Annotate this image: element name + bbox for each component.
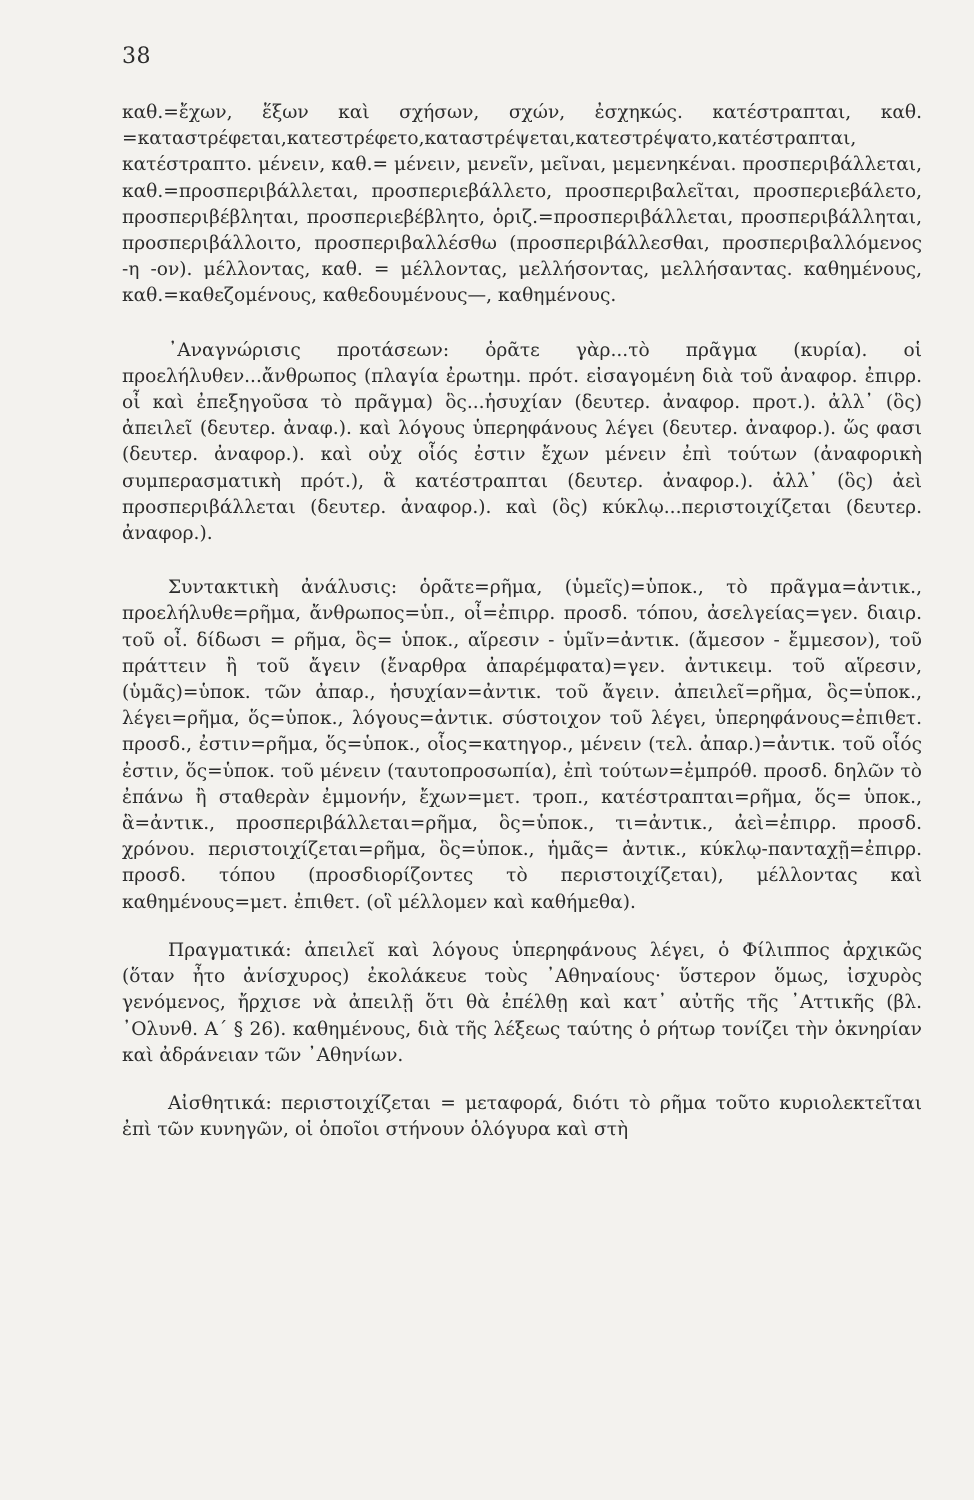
paragraph-clause-recognition: ᾿Αναγνώρισις προτάσεων: ὁρᾶτε γὰρ...τὸ πρᾶγμα (κυρία). οἱ προελήλυθεν...ἄνθρωπος (πλαγία ἐρωτημ. πρότ. εἰσαγομένη διὰ τοῦ ἀναφορ. ἐπιρρ. οἶ καὶ ἐπεξηγοῦσα τὸ πρᾶγμα) ὃς...ἡσυχίαν (δευτερ. ἀναφορ. προτ.). ἀλλ᾿ (ὃς) ἀπειλεῖ (δευτερ. ἀναφ.). καὶ λόγους ὑπερηφάνους λέγει (δευτερ. ἀναφορ.). ὥς φασι (δευτερ. ἀναφορ.). καὶ οὐχ οἷός ἐστιν ἔχων μένειν ἐπὶ τούτων (ἀναφορικὴ συμπερασματικὴ πρότ.), ἃ κατέστραπται (δευτερ. ἀναφορ.). ἀλλ᾿ (ὃς) ἀεὶ προσπεριβάλλεται (δευτερ. ἀναφορ.). καὶ (ὃς) κύκλῳ...περιστοιχίζεται (δευτερ. ἀναφορ.). xyxy=(122,339,922,545)
page-body xyxy=(122,100,922,1143)
paragraph-verb-forms: καθ.=ἔχων, ἕξων καὶ σχήσων, σχών, ἐσχηκώς. κατέστραπται, καθ. =καταστρέφεται,κατεστρέφετο,καταστρέψεται,κατεστρέψατο,κατέστραπται, κατέστραπτο. μένειν, καθ.= μένειν, μενεῖν, μεῖναι, μεμενηκέναι. προσπεριβάλλεται, καθ.=προσπεριβάλλεται, προσπεριεβάλλετο, προσπεριβαλεῖται, προσπεριεβάλετο, προσπεριβέβληται, προσπεριεβέβλητο, ὁριζ.=προσπεριβάλλεται, προσπεριβάλληται, προσπεριβάλλοιτο, προσπεριβαλλέσθω (προσπεριβάλλεσθαι, προσπεριβαλλόμενος -η -ον). μέλλοντας, καθ. = μέλλοντας, μελλήσοντας, μελλήσαντας. καθημένους, καθ.=καθεζομένους, καθεδουμένους—, καθημένους. xyxy=(122,102,922,307)
paragraph-stylistic-notes: Αἰσθητικά: περιστοιχίζεται = μεταφορά, διότι τὸ ρῆμα τοῦτο κυριολεκτεῖται ἐπὶ τῶν κυνηγῶν, οἱ ὁποῖοι στήνουν ὁλόγυρα καὶ στὴ xyxy=(122,1092,922,1141)
paragraph-syntactic-analysis: Συντακτικὴ ἀνάλυσις: ὁρᾶτε=ρῆμα, (ὑμεῖς)=ὑποκ., τὸ πρᾶγμα=ἀντικ., προελήλυθε=ρῆμα, ἄνθρωπος=ὑπ., οἶ=ἐπιρρ. προσδ. τόπου, ἀσελγείας=γεν. διαιρ. τοῦ οἶ. δίδωσι = ρῆμα, ὃς= ὑποκ., αἵρεσιν - ὑμῖν=ἀντικ. (ἄμεσον - ἔμμεσον), τοῦ πράττειν ἢ τοῦ ἄγειν (ἔναρθρα ἀπαρέμφατα)=γεν. ἀντικειμ. τοῦ αἵρεσιν, (ὑμᾶς)=ὑποκ. τῶν ἀπαρ., ἡσυχίαν=ἀντικ. τοῦ ἄγειν. ἀπειλεῖ=ρῆμα, ὃς=ὑποκ., λέγει=ρῆμα, ὅς=ὑποκ., λόγους=ἀντικ. σύστοιχον τοῦ λέγει, ὑπερηφάνους=ἐπιθετ. προσδ., ἐστιν=ρῆμα, ὅς=ὑποκ., οἷος=κατηγορ., μένειν (τελ. ἀπαρ.)=ἀντικ. τοῦ οἷός ἐστιν, ὅς=ὑποκ. τοῦ μένειν (ταυτοπροσωπία), ἐπὶ τούτων=ἐμπρόθ. προσδ. δηλῶν τὸ ἐπάνω ἢ σταθερὰν ἐμμονήν, ἔχων=μετ. τροπ., κατέστραπται=ρῆμα, ὅς= ὑποκ., ἃ=ἀντικ., προσπεριβάλλεται=ρῆμα, ὃς=ὑποκ., τι=ἀντικ., ἀεὶ=ἐπιρρ. προσδ. χρόνου. περιστοιχίζεται=ρῆμα, ὃς=ὑποκ., ἡμᾶς= ἀντικ., κύκλῳ-πανταχῇ=ἐπιρρ. προσδ. τόπου (προσδιορίζοντες τὸ περιστοιχίζεται), μέλλοντας καὶ καθημένους=μετ. ἐπιθετ. (οἳ μέλλομεν καὶ καθήμεθα). xyxy=(122,577,922,913)
paragraph-factual-notes: Πραγματικά: ἀπειλεῖ καὶ λόγους ὑπερηφάνους λέγει, ὁ Φίλιππος ἀρχικῶς (ὅταν ἦτο ἀνίσχυρος) ἐκολάκευε τοὺς ᾿Αθηναίους· ὕστερον ὅμως, ἰσχυρὸς γενόμενος, ἤρχισε νὰ ἀπειλῇ ὅτι θὰ ἐπέλθῃ καὶ κατ᾿ αὐτῆς τῆς ᾿Αττικῆς (βλ. ᾿Ολυνθ. Α΄ § 26). καθημένους, διὰ τῆς λέξεως ταύτης ὁ ρήτωρ τονίζει τὴν ὀκνηρίαν καὶ ἀδράνειαν τῶν ᾿Αθηνίων. xyxy=(122,939,922,1066)
page-number: 38 xyxy=(122,44,151,69)
